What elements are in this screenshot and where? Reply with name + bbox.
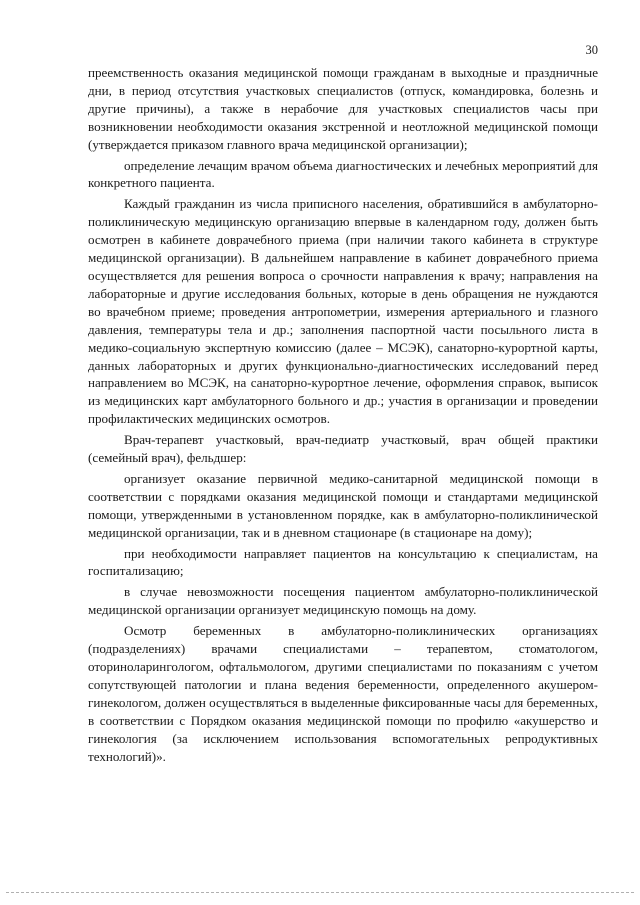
paragraph-doctor-scope: определение лечащим врачом объема диагностических и лечебных мероприятий для конкретного пациента. — [88, 157, 598, 191]
scan-edge-line — [6, 892, 634, 893]
paragraph-referral: при необходимости направляет пациентов на консультацию к специалистам, на госпитализацию; — [88, 545, 598, 579]
page-number: 30 — [585, 43, 598, 57]
paragraph-continuity: преемственность оказания медицинской помощи гражданам в выходные и праздничные дни, в период отсутствия участковых специалистов (отпуск, командировка, болезнь и другие причины), а также в нерабочие для участковых специалистов часы при возникновении необходимости оказания экстренной и неотложной медицинской помощи (утверждается приказом главного врача медицинской организации); — [88, 65, 598, 152]
paragraph-organizes-care: организует оказание первичной медико-санитарной медицинской помощи в соответствии с порядками оказания медицинской помощи и стандартами медицинской помощи, утвержденными в установленном порядке, как в амбулаторно-поликлинической медицинской организации, так и в дневном стационаре (в стационаре на дому); — [88, 470, 598, 540]
paragraph-district-doctor: Врач-терапевт участковый, врач-педиатр участковый, врач общей практики (семейный врач), фельдшер: — [88, 432, 598, 466]
paragraph-pregnant-exam: Осмотр беременных в амбулаторно-поликлинических организациях (подразделениях) врачами специалистами – терапевтом, стоматологом, оториноларингологом, офтальмологом, другими специалистами по показаниям с учетом сопутствующей патологии и плана ведения беременности, определенного акушером-гинекологом, должен осуществляться в выделенные фиксированные часы для беременных, в соответствии с Порядком оказания медицинской помощи по профилю «акушерство и гинекология (за исключением использования вспомогательных репродуктивных технологий)». — [88, 623, 598, 764]
paragraph-pre-medical-office: Каждый гражданин из числа приписного населения, обратившийся в амбулаторно-поликлиническую медицинскую организацию впервые в календарном году, должен быть осмотрен в кабинете доврачебного приема (при наличии такого кабинета в структуре медицинской организации). В дальнейшем направление в кабинет доврачебного приема осуществляется для решения вопроса о срочности направления к врачу; направления на лабораторные и другие исследования больных, которые в день обращения не нуждаются во врачебном приеме; проведения антропометрии, измерения артериального и глазного давления, температуры тела и др.; заполнения паспортной части посыльного листа в медико-социальную экспертную комиссию (далее – МСЭК), санаторно-курортной карты, данных лабораторных и других функционально-диагностических исследований перед направлением во МСЭК, на санаторно-курортное лечение, оформления справок, выписок из медицинских карт амбулаторного больного и др.; участия в организации и проведении профилактических медицинских осмотров. — [88, 196, 598, 427]
paragraph-home-care: в случае невозможности посещения пациентом амбулаторно-поликлинической медицинской организации организует медицинскую помощь на дому. — [88, 584, 598, 618]
